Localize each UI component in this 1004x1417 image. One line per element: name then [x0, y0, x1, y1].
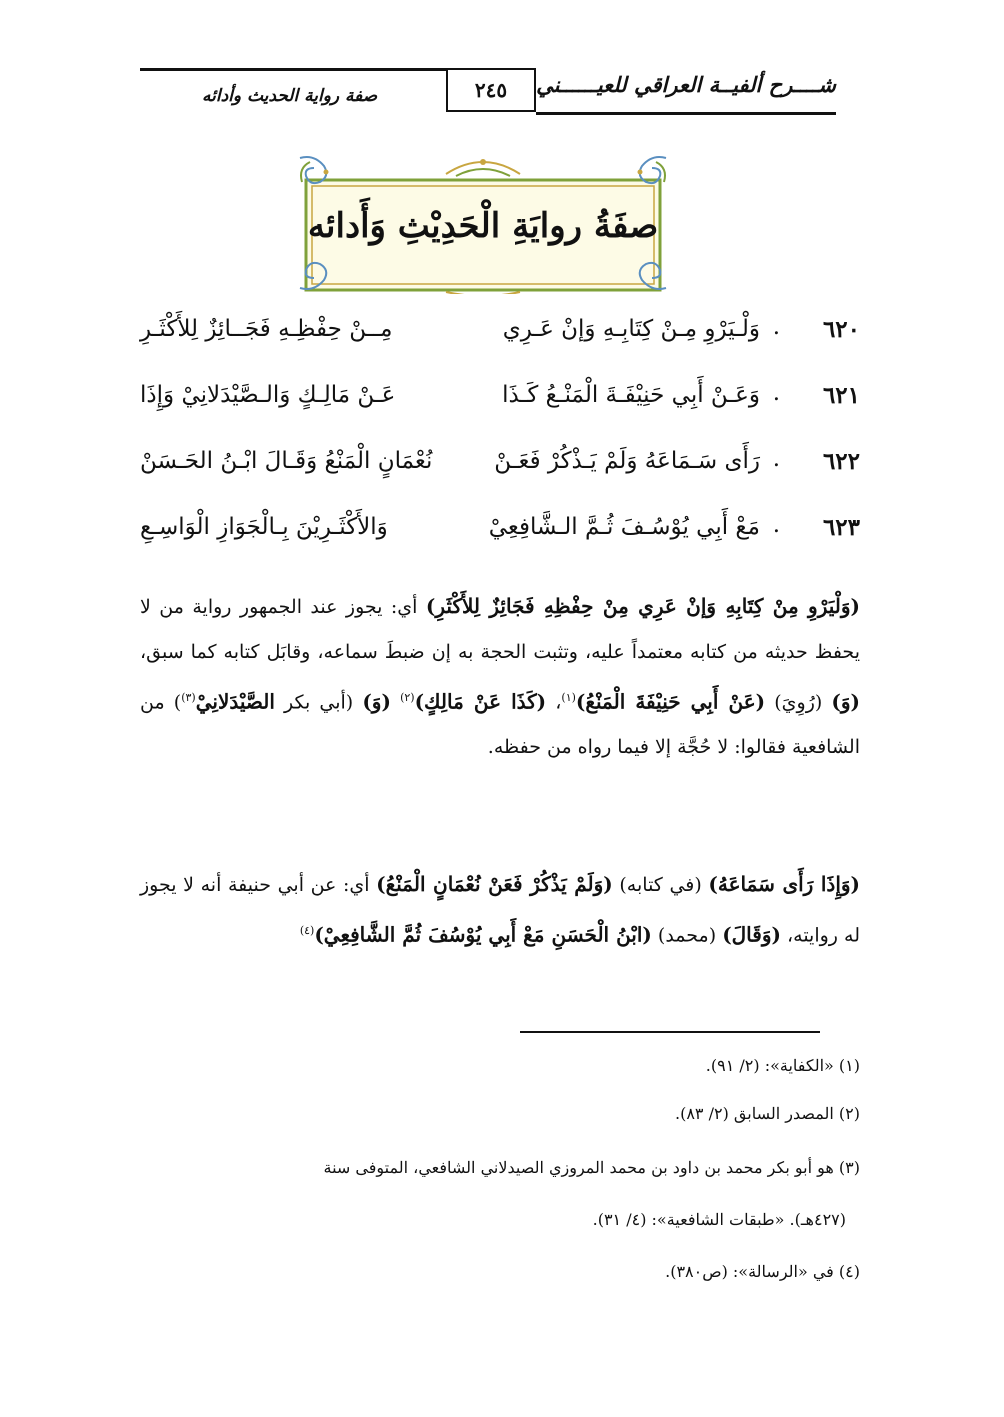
footnote: (١) «الكفاية»: (٢/ ٩١). — [705, 1056, 860, 1075]
quoted-verse: (وَإِذَا رَأَى سَمَاعَهُ) — [708, 872, 860, 896]
verse-first-hemistich: مَعْ أَبِي يُوْسُـفَ ثُـمَّ الـشَّافِعِيْ — [488, 514, 760, 540]
verse-line — [130, 378, 860, 422]
footnote-continuation: (٤٢٧هـ). «طبقات الشافعية»: (٤/ ٣١). — [592, 1210, 846, 1229]
verse-second-hemistich: مِــنْ حِفْظِـهِ فَجَــائِزٌ لِلأَكْثَـرِ — [140, 316, 393, 342]
verse-number: ٦٢١ — [822, 382, 860, 409]
header-rule — [536, 112, 836, 115]
section-title: صفَةُ روايَةِ الْحَدِيْثِ وَأَدائه — [307, 206, 659, 246]
footnote-separator — [520, 1031, 820, 1033]
verse-line — [130, 312, 860, 356]
footnote: (٢) المصدر السابق (٢/ ٨٣). — [674, 1104, 860, 1123]
commentary-paragraph — [140, 584, 860, 770]
commentary-text: ) من الشافعية فقالوا: لا حُجَّة إلا فيما رواه من حفظه. — [140, 691, 860, 759]
chapter-title: صفة رواية الحديث وأدائه — [202, 86, 378, 106]
quoted-verse: (وَلْيَرْوِ مِنْ كِتَابِهِ وَإنْ عَرِي مِنْ حِفْظِهِ فَجَائِزٌ لِلأَكْثَرِ) — [425, 594, 860, 618]
header-rule — [140, 68, 446, 71]
commentary-text: (في كتابه) — [612, 874, 709, 896]
commentary-text: (رُوِيَ) — [765, 691, 832, 714]
quoted-verse: (وَ) — [831, 689, 861, 714]
commentary-text — [391, 691, 400, 713]
verse-separator: . — [772, 380, 780, 406]
verse-number: ٦٢٠ — [822, 316, 860, 343]
commentary-paragraph — [140, 862, 860, 958]
quoted-verse: (عَنْ أَبِي حَنِيْفَةَ الْمَنْعُ) — [575, 689, 766, 714]
commentary-text: (أبي بكر — [274, 691, 363, 714]
verse-first-hemistich: رَأَى سَـمَاعَهُ وَلَمْ يَـذْكُرْ فَعَـنْ — [494, 448, 760, 474]
page-number: ٢٤٥ — [446, 68, 536, 112]
verse-separator: . — [772, 314, 780, 340]
quoted-verse: (كَذَا عَنْ مَالِكٍ) — [414, 689, 547, 714]
commentary-text: (محمد) — [651, 924, 723, 947]
verse-first-hemistich: وَلْـيَرْوِ مِـنْ كِتَابِـهِ وَإنْ عَـرِي — [502, 316, 760, 342]
verse-second-hemistich: نُعْمَانٍ الْمَنْعُ وَقَـالَ ابْـنُ الحَـسَنْ — [140, 448, 433, 474]
quoted-verse: (وَلَمْ يَذْكُرْ فَعَنْ نُعْمَانٍ الْمَنْعُ) — [376, 872, 613, 896]
footnote-ref[interactable]: (٣) — [181, 691, 196, 704]
verse-first-hemistich: وَعَـنْ أَبِي حَنِيْفَـةَ الْمَنْـعُ كَـذَا — [502, 382, 760, 408]
quoted-verse: الصَّيْدَلانِيْ — [195, 689, 275, 714]
verse-separator: . — [772, 512, 780, 538]
quoted-verse: (وَقَالَ) — [722, 922, 781, 947]
verse-second-hemistich: عَـنْ مَالِـكٍ وَالـصَّيْدَلانِيْ وَإِذَا — [140, 382, 396, 408]
verse-line — [130, 510, 860, 554]
book-title: شــــرح ألفيــة العراقي للعيــــــني — [536, 72, 836, 97]
footnote: (٤) في «الرسالة»: (ص٣٨٠). — [665, 1262, 860, 1281]
footnote: (٣) هو أبو بكر محمد بن داود بن محمد المروزي الصيدلاني الشافعي، المتوفى سنة — [323, 1158, 860, 1177]
quoted-verse: (ابْنُ الْحَسَنِ مَعْ أَبِي يُوْسُفَ ثُمَّ الشَّافِعِيْ) — [314, 922, 652, 947]
footnote-ref[interactable]: (٢) — [400, 691, 415, 704]
verse-number: ٦٢٢ — [822, 448, 860, 475]
commentary-text: أي: عن أبي حنيفة أنه لا يجوز له روايته، — [140, 874, 860, 947]
quoted-verse: (وَ) — [362, 689, 391, 714]
commentary-text: أي: يجوز عند الجمهور رواية من لا يحفظ حديثه من كتابه معتمداً عليه، وتثبت الحجة به إن ضبطَ سماعه، وقابَل كتابه كما سبق، — [140, 596, 860, 663]
verse-number: ٦٢٣ — [822, 514, 860, 541]
commentary-text: ، — [546, 691, 562, 714]
verse-second-hemistich: وَالأَكْثَـرِيْنَ بِـالْجَوَازِ الْوَاسِـعِ — [140, 514, 388, 540]
footnote-ref[interactable]: (١) — [561, 691, 576, 704]
verse-line — [130, 444, 860, 488]
verse-separator: . — [772, 446, 780, 472]
footnote-ref[interactable]: (٤) — [299, 924, 315, 937]
title-cartouche — [296, 152, 670, 294]
running-header — [140, 68, 836, 116]
